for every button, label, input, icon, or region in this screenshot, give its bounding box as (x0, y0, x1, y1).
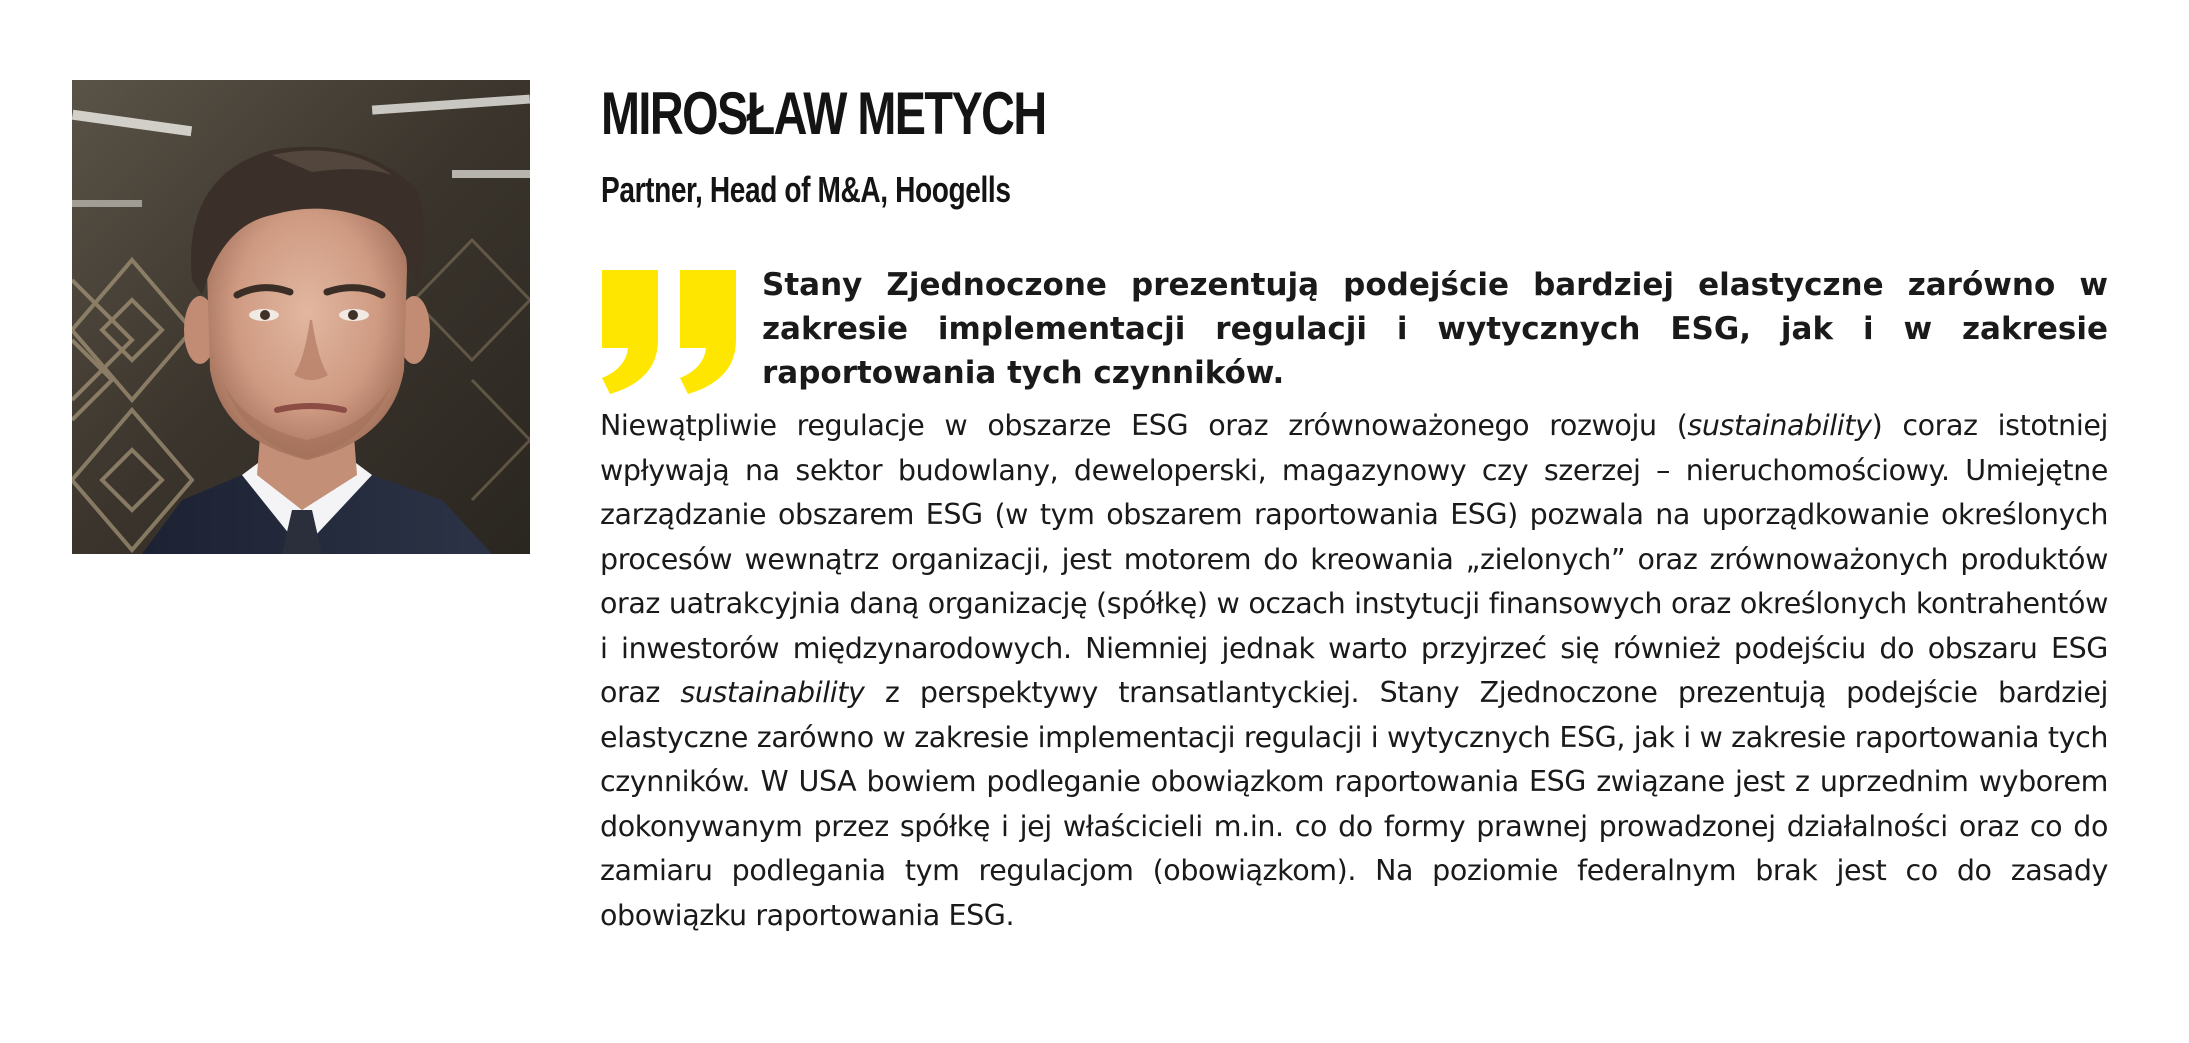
body-text-part-1: Niewątpliwie regulacje w obszarze ESG oraz zrównoważonego rozwoju ( (600, 409, 1688, 442)
author-portrait (72, 80, 530, 554)
author-role: Partner, Head of M&A, Hoogells (601, 169, 1011, 210)
author-name: MIROSŁAW METYCH (601, 80, 1046, 147)
portrait-illustration (72, 80, 530, 554)
double-quote-mark-icon (600, 268, 740, 396)
body-text-part-3: z perspektywy transatlantyckiej. Stany Zjednoczone prezentują podejście bardziej elastyczne zarówno w zakresie implementacji regulacji i wytycznych ESG, jak i w zakresie raportowania tych czynników. W USA bowiem podleganie obowiązkom raportowania ESG związane jest z uprzednim wyborem dokonywanym przez spółkę i jej właścicieli m.in. co do formy prawnej prowadzonej działalności oraz co do zamiaru podlegania tym regulacjom (obowiązkom). Na poziomie federalnym brak jest co do zasady obowiązku raportowania ESG. (600, 676, 2108, 932)
body-paragraph (600, 404, 2108, 938)
body-term-sustainability-1: sustainability (1687, 409, 1872, 442)
quote-mark-shape (600, 268, 740, 396)
body-term-sustainability-2: sustainability (680, 676, 865, 709)
body-text-part-2: ) coraz istotniej wpływają na sektor budowlany, deweloperski, magazynowy czy szerzej – nieruchomościowy. Umiejętne zarządzanie obszarem ESG (w tym obszarem raportowania ESG) pozwala na uporządkowanie określonych procesów wewnątrz organizacji, jest motorem do kreowania „zielonych” oraz zrównoważonych produktów oraz uatrakcyjnia daną organizację (spółkę) w oczach instytucji finansowych oraz określonych kontrahentów i inwestorów międzynarodowych. Niemniej jednak warto przyjrzeć się również podejściu do obszaru ESG oraz (600, 409, 2108, 709)
pull-quote: Stany Zjednoczone prezentują podejście bardziej elastyczne zarówno w zakresie implementacji regulacji i wytycznych ESG, jak i w zakresie raportowania tych czynników. (762, 267, 2108, 391)
